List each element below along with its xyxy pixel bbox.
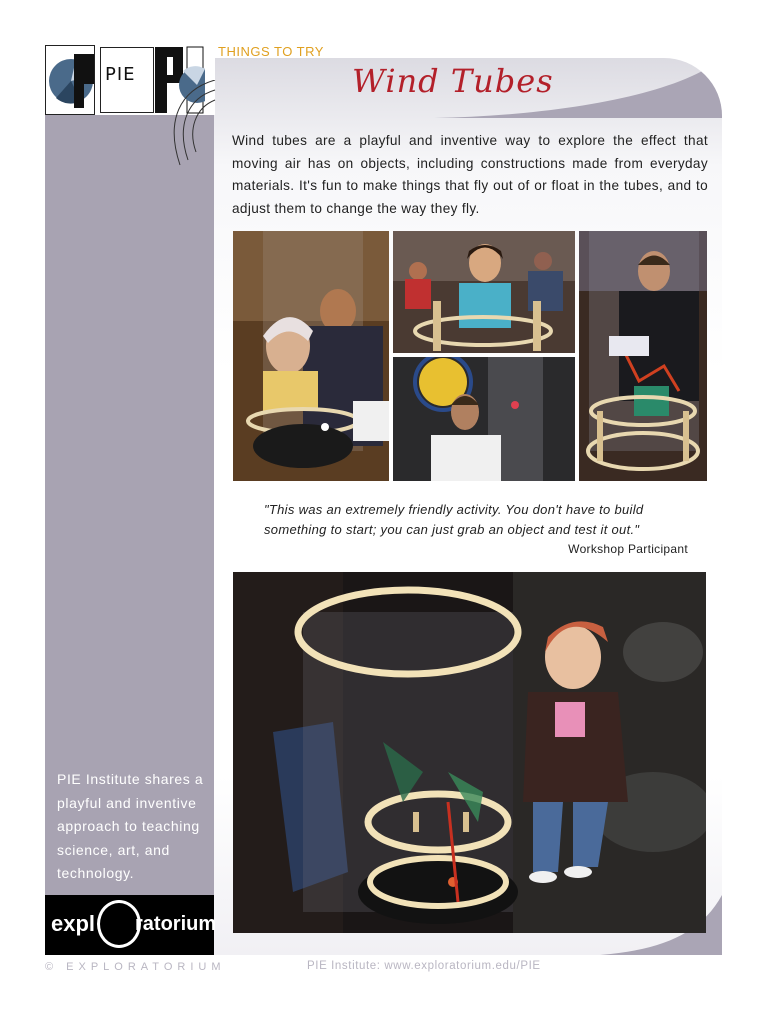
photo-girl-teal — [393, 231, 575, 353]
footer-url: PIE Institute: www.exploratorium.edu/PIE — [307, 960, 541, 972]
page-title: Wind Tubes — [352, 62, 554, 100]
logo-text-left: expl — [51, 911, 96, 936]
footer-copyright: © EXPLORATORIUM — [45, 961, 226, 973]
logo-text-right: ratorium — [135, 913, 217, 935]
logo-arc-lines — [160, 80, 220, 180]
photo-girl-and-man — [233, 231, 389, 481]
logo-pie-word — [100, 47, 154, 113]
logo-text: PIE — [105, 64, 136, 85]
exploratorium-logo — [45, 895, 217, 955]
sidebar-tagline: PIE Institute shares a playful and inventive approach to teaching science, art, and technology. — [57, 771, 204, 881]
section-label: THINGS TO TRY — [218, 44, 324, 59]
participant-quote: "This was an extremely friendly activity. You don't have to build something to start; you can just grab an object and test it out." — [264, 502, 644, 537]
quote-attribution: Workshop Participant — [568, 542, 688, 556]
photo-toddler-wind-tube — [233, 572, 706, 933]
photo-man-tube — [393, 357, 575, 481]
photo-man-sculpture — [579, 231, 707, 481]
logo-p-block — [45, 45, 95, 115]
intro-paragraph: Wind tubes are a playful and inventive way to explore the effect that moving air has on objects, including constructions made from everyday materials. It's fun to make things that fly out of or float in the tubes, and to adjust them to change the way they fly. — [232, 133, 708, 216]
